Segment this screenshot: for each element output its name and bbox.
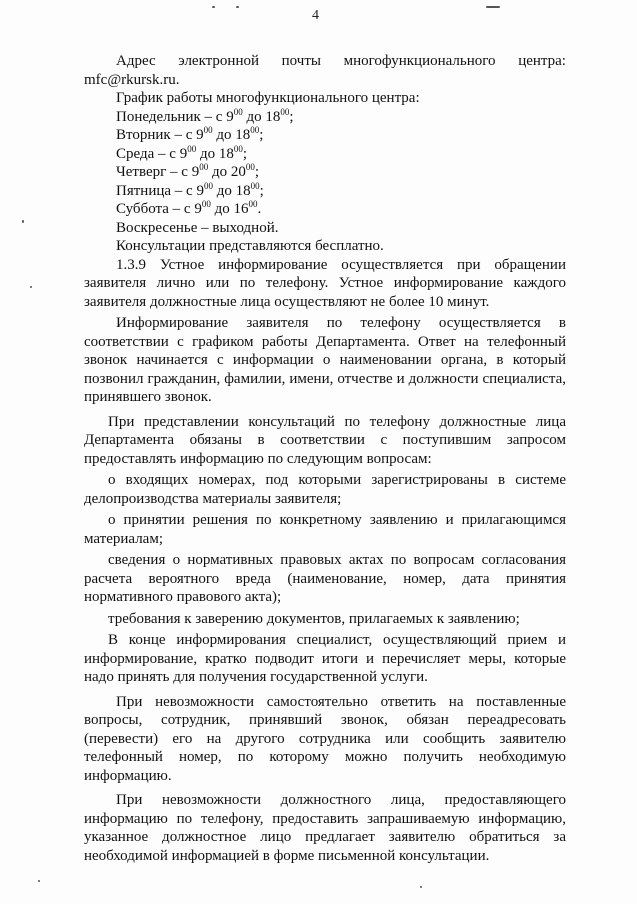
schedule-row: Вторник – с $9^{00}$ до $18^{00}$; [116,125,264,143]
scan-speck [38,880,40,882]
paragraph-phone-informing: Информирование заявителя по телефону осуществляется в соответствии с графиком работы Департамента. Ответ на телефонный звонок начинается с информации о наименовании органа, в который позвонил гражданин, фамилии, имени, отчестве и должности специалиста, принявшего звонок. [84,315,566,405]
email-label-word: многофункционального [343,53,496,69]
document-body [84,52,566,865]
scan-speck [22,220,24,223]
paragraph-redirect: При невозможности самостоятельно ответить на поставленные вопросы, сотрудник, принявший звонок, обязан переадресовать (перевести) его на другого сотрудника или сообщить заявителю телефонный номер, по которому можно получить необходимую информацию. [84,693,566,784]
schedule-row: Четверг – с $9^{00}$ до $20^{00}$; [116,162,260,180]
email-label-word: Адрес [116,53,156,69]
scan-speck [486,6,500,8]
schedule-row: Среда – с $9^{00}$ до $18^{00}$; [116,143,247,162]
schedule-row: Понедельник – с $9^{00}$ до $18^{00}$; [116,106,294,125]
paragraph-written-consultation: При невозможности должностного лица, предоставляющего информацию по телефону, предоставить запрашиваемую информацию, указанное должностное лицо предлагает заявителю обратиться за необходимой информацией в форме письменной консультации. [84,792,566,864]
list-item: о принятии решения по конкретному заявлению и прилагающимся материалам; [84,512,566,547]
scan-speck [30,286,32,288]
email-label-word: почты [281,53,321,69]
schedule-row: Суббота – с $9^{00}$ до $16^{00}$. [116,199,262,217]
free-consultation-note: Консультации представляются бесплатно. [116,238,384,254]
scan-speck [236,6,239,8]
paragraph-1-3-9: 1.3.9 Устное информирование осуществляется при обращении заявителя лично или по телефону. Устное информирование каждого заявителя должностные лица осуществляют не более 10 минут. [84,256,566,310]
list-item: требования к заверению документов, прилагаемых к заявлению; [108,610,520,627]
schedule-title: График работы многофункционального центра: [116,90,420,106]
scan-speck [212,6,215,8]
page-number: 4 [312,8,319,23]
email-label-word: центра: [518,53,566,69]
list-item: о входящих номерах, под которыми зарегистрированы в системе делопроизводства материалы заявителя; [84,472,566,507]
scan-speck [420,886,422,888]
paragraph-phone-consultation: При представлении консультаций по телефону должностные лица Департамента обязаны в соответствии с поступившим запросом предоставлять информацию по следующим вопросам: [84,413,566,467]
schedule-sunday: Воскресенье – выходной. [116,219,279,236]
schedule-row: Пятница – с $9^{00}$ до $18^{00}$; [116,180,264,199]
list-item: сведения о нормативных правовых актах по вопросам согласования расчета вероятного вреда (наименование, номер, дата принятия нормативного правового акта); [84,552,566,605]
email-label-row [84,52,566,71]
email-label-word: электронной [178,53,260,69]
paragraph-closing-summary: В конце информирования специалист, осуществляющий прием и информирование, кратко подводит итоги и перечисляет меры, которые надо принять для получения государственной услуги. [84,632,566,685]
email-address: mfc@rkursk.ru. [84,71,180,88]
